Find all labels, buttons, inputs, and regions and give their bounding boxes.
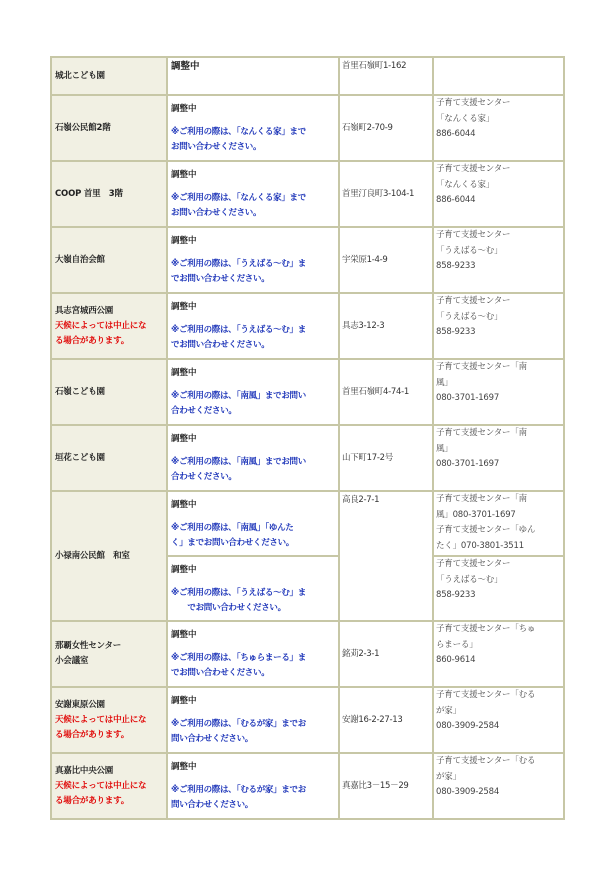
address-cell: [339, 753, 433, 819]
contact-cell: [433, 359, 564, 425]
address-cell: [339, 687, 433, 753]
usage-note: でお問い合わせください。: [171, 603, 286, 613]
venue-name-cell: [51, 227, 167, 293]
usage-note: ※ご利用の際は、「うえばる～む」ま: [171, 325, 306, 335]
contact-text: たく」070-3801-3511: [436, 540, 524, 551]
contact-text: 子育て支援センター「南: [436, 494, 527, 504]
contact-cell: [433, 753, 564, 819]
usage-note: ※ご利用の際は、「なんくる家」まで: [171, 127, 306, 137]
contact-cell: [433, 621, 564, 687]
address-text: 首里石嶺町1-162: [342, 61, 407, 71]
status-cell: [167, 161, 339, 227]
status-text: 調整中: [171, 61, 200, 72]
table-row: [51, 293, 564, 359]
usage-note: ※ご利用の際は、「南風」までお問い: [171, 391, 306, 401]
address-cell: [339, 57, 433, 95]
table-row: [51, 161, 564, 227]
status-text: 調整中: [171, 170, 197, 180]
status-text: 調整中: [171, 104, 197, 114]
weather-warning: る場合があります。: [55, 795, 130, 806]
contact-cell: [433, 425, 564, 491]
weather-warning: 天候によっては中止にな: [55, 780, 147, 791]
address-text: 宇栄原1-4-9: [342, 255, 388, 265]
table-row: [51, 491, 564, 556]
contact-cell: [433, 95, 564, 161]
venue-name: 那覇女性センター: [55, 641, 122, 651]
usage-note: でお問い合わせください。: [171, 340, 270, 350]
table-row: [51, 621, 564, 687]
contact-text: 子育て支援センター: [436, 559, 511, 569]
usage-note: でお問い合わせください。: [171, 668, 270, 678]
venue-name-cell: [51, 359, 167, 425]
contact-text: 子育て支援センター「南: [436, 428, 527, 438]
contact-text: 「なんくる家」: [436, 179, 495, 190]
address-cell: [339, 359, 433, 425]
table-body: [51, 57, 564, 819]
contact-text: 886-6044: [436, 129, 476, 139]
contact-text: 886-6044: [436, 195, 476, 205]
contact-cell: [433, 687, 564, 753]
contact-text: 080-3909-2584: [436, 787, 500, 797]
venue-name-cell: [51, 293, 167, 359]
contact-text: 子育て支援センター: [436, 230, 511, 240]
status-cell: [167, 491, 339, 556]
contact-text: らまーる」: [436, 639, 478, 650]
address-text: 首里石嶺町4-74-1: [342, 387, 409, 397]
contact-text: 子育て支援センター「むる: [436, 690, 536, 700]
address-cell: [339, 293, 433, 359]
address-text: 真嘉比3－15－29: [342, 781, 409, 791]
venue-name-cell: [51, 621, 167, 687]
status-cell: [167, 57, 339, 95]
status-text: 調整中: [171, 434, 197, 444]
status-text: 調整中: [171, 236, 197, 246]
contact-cell: [433, 227, 564, 293]
usage-note: でお問い合わせください。: [171, 274, 270, 284]
status-text: 調整中: [171, 302, 197, 312]
status-cell: [167, 227, 339, 293]
status-text: 調整中: [171, 696, 197, 706]
contact-text: 080-3701-1697: [436, 459, 500, 469]
address-cell: [339, 227, 433, 293]
venue-name-cell: [51, 753, 167, 819]
address-text: 銘苅2-3-1: [342, 649, 380, 659]
table-row: [51, 227, 564, 293]
venue-name-cell: [51, 687, 167, 753]
contact-text: 子育て支援センター「ゆん: [436, 525, 536, 535]
contact-text: 858-9233: [436, 261, 476, 271]
status-cell: [167, 293, 339, 359]
status-cell: [167, 95, 339, 161]
usage-note: 合わせください。: [171, 406, 237, 416]
usage-note: ※ご利用の際は、「南風」までお問い: [171, 457, 306, 467]
status-text: 調整中: [171, 630, 197, 640]
usage-note: く」までお問い合わせください。: [171, 538, 295, 548]
address-text: 高良2-7-1: [342, 495, 380, 505]
address-text: 山下町17-2号: [342, 453, 393, 463]
contact-text: 080-3909-2584: [436, 721, 500, 731]
contact-text: 子育て支援センター「むる: [436, 756, 536, 766]
venue-name: 城北こども園: [55, 70, 105, 81]
contact-cell: [433, 491, 564, 556]
status-cell: [167, 425, 339, 491]
weather-warning: る場合があります。: [55, 729, 130, 740]
contact-cell: [433, 293, 564, 359]
table-row: [51, 753, 564, 819]
address-text: 安謝16-2-27-13: [342, 715, 403, 725]
contact-text: 860-9614: [436, 655, 476, 665]
usage-note: ※ご利用の際は、「むるが家」までお: [171, 785, 306, 795]
contact-text: 風」080-3701-1697: [436, 509, 516, 520]
address-cell: [339, 161, 433, 227]
venue-name-cell: [51, 491, 167, 621]
contact-text: 858-9233: [436, 590, 476, 600]
table-row: [51, 359, 564, 425]
venue-name: 小会議室: [55, 656, 89, 666]
contact-text: 「うえばる～む」: [436, 245, 503, 256]
venue-name-cell: [51, 95, 167, 161]
status-cell: [167, 753, 339, 819]
contact-text: 子育て支援センター: [436, 164, 511, 174]
contact-text: 「うえばる～む」: [436, 574, 503, 585]
venue-name-cell: [51, 425, 167, 491]
address-cell: [339, 425, 433, 491]
weather-warning: 天候によっては中止にな: [55, 714, 147, 725]
venue-name: 垣花こども園: [55, 452, 105, 463]
table-row: [51, 57, 564, 95]
usage-note: 合わせください。: [171, 472, 237, 482]
contact-text: 「うえばる～む」: [436, 311, 503, 322]
usage-note: ※ご利用の際は、「うえばる～む」ま: [171, 259, 306, 269]
address-cell: [339, 491, 433, 621]
venue-name: 石嶺こども園: [55, 386, 105, 397]
status-text: 調整中: [171, 500, 197, 510]
venue-name: 真嘉比中央公園: [55, 765, 114, 776]
contact-cell: [433, 161, 564, 227]
contact-text: 子育て支援センター「南: [436, 362, 527, 372]
address-text: 石嶺町2-70-9: [342, 123, 393, 133]
usage-note: お問い合わせください。: [171, 208, 262, 218]
contact-text: 風」: [436, 443, 453, 454]
contact-cell: [433, 57, 564, 95]
address-text: 首里汀良町3-104-1: [342, 189, 415, 199]
table-row: [51, 95, 564, 161]
venue-name: 小禄南公民館 和室: [55, 550, 130, 561]
status-cell: [167, 359, 339, 425]
weather-warning: 天候によっては中止にな: [55, 320, 147, 331]
weather-warning: る場合があります。: [55, 335, 130, 346]
contact-text: 「なんくる家」: [436, 113, 495, 124]
venue-name: 安謝東原公園: [55, 699, 105, 710]
contact-text: 子育て支援センター「ちゅ: [436, 624, 536, 634]
contact-text: が家」: [436, 771, 461, 782]
contact-text: 子育て支援センター: [436, 296, 511, 306]
contact-text: 858-9233: [436, 327, 476, 337]
contact-text: 080-3701-1697: [436, 393, 500, 403]
usage-note: ※ご利用の際は、「うえばる～む」ま: [171, 588, 306, 598]
contact-cell: [433, 556, 564, 621]
venue-name-cell: [51, 57, 167, 95]
usage-note: ※ご利用の際は、「むるが家」までお: [171, 719, 306, 729]
venue-name-cell: [51, 161, 167, 227]
venue-name: 石嶺公民館2階: [55, 122, 111, 133]
venue-name: 具志宮城西公園: [55, 305, 114, 316]
schedule-table: [50, 56, 565, 820]
status-cell: [167, 556, 339, 621]
usage-note: 問い合わせください。: [171, 800, 254, 810]
usage-note: お問い合わせください。: [171, 142, 262, 152]
status-text: 調整中: [171, 762, 197, 772]
contact-text: 風」: [436, 377, 453, 388]
venue-name: 大嶺自治会館: [55, 254, 105, 265]
address-text: 具志3-12-3: [342, 321, 385, 331]
address-cell: [339, 95, 433, 161]
usage-note: ※ご利用の際は、「南風」「ゆんた: [171, 523, 294, 533]
status-text: 調整中: [171, 565, 197, 575]
table-row: [51, 687, 564, 753]
usage-note: ※ご利用の際は、「なんくる家」まで: [171, 193, 306, 203]
address-cell: [339, 621, 433, 687]
status-cell: [167, 687, 339, 753]
status-cell: [167, 621, 339, 687]
venue-name: COOP 首里 3階: [55, 188, 123, 199]
status-text: 調整中: [171, 368, 197, 378]
usage-note: 問い合わせください。: [171, 734, 254, 744]
contact-text: 子育て支援センター: [436, 98, 511, 108]
usage-note: ※ご利用の際は、「ちゅらまーる」ま: [171, 653, 306, 663]
table-row: [51, 425, 564, 491]
contact-text: が家」: [436, 705, 461, 716]
